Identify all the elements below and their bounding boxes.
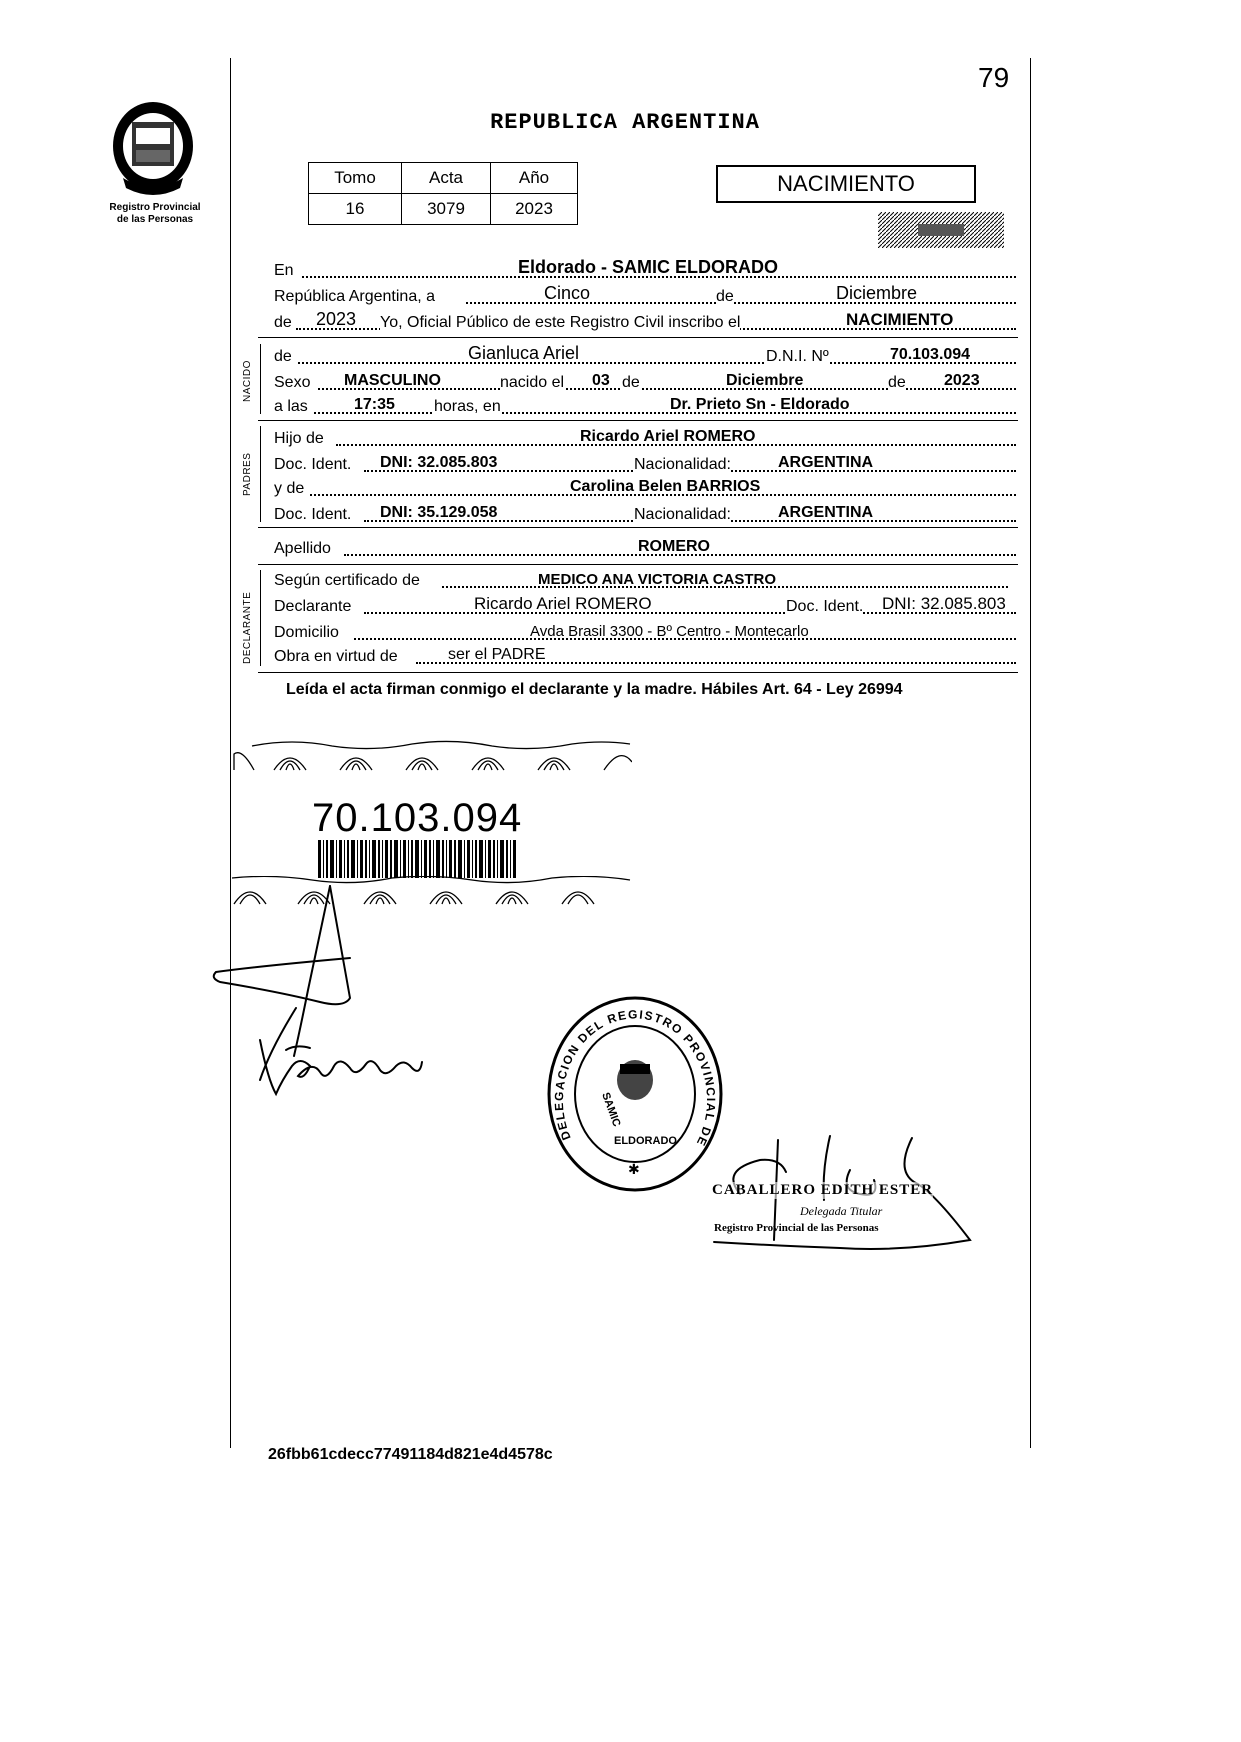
value-dni: 70.103.094 <box>890 346 971 363</box>
stamp-star-icon: ✱ <box>628 1161 640 1177</box>
line-republica <box>274 282 1016 308</box>
side-label-padres: PADRES <box>242 452 253 496</box>
line-domicilio <box>274 618 1016 644</box>
side-label-nacido: NACIDO <box>242 360 253 402</box>
separator <box>258 672 1018 673</box>
nacido-bar <box>260 344 261 414</box>
label-declarante-doc: Doc. Ident. <box>786 598 864 615</box>
label-padre-nac: Nacionalidad: <box>634 456 731 473</box>
left-margin-line <box>230 58 231 1448</box>
line-certificado <box>274 566 1016 592</box>
value-obra: ser el PADRE <box>448 646 546 663</box>
value-sexo: MASCULINO <box>344 372 441 389</box>
acta-table-value-row <box>309 194 578 225</box>
acta-table-header-row <box>309 163 578 194</box>
value-madre-nac: ARGENTINA <box>778 504 874 521</box>
value-birth-place: Dr. Prieto Sn - Eldorado <box>670 396 850 413</box>
value-hora: 17:35 <box>354 396 395 413</box>
value-place: Eldorado - SAMIC ELDORADO <box>518 257 778 277</box>
label-apellido: Apellido <box>274 540 331 557</box>
label-hijo-de: Hijo de <box>274 430 324 447</box>
label-a-las: a las <box>274 398 308 415</box>
label-oficial: Yo, Oficial Público de este Registro Civil inscribo el <box>380 314 741 331</box>
stamp-center-samic: SAMIC <box>599 1090 623 1129</box>
label-declarante: Declarante <box>274 598 352 615</box>
label-de-anio: de <box>888 374 906 391</box>
value-birth-month: Diciembre <box>726 372 804 389</box>
label-republica: República Argentina, a <box>274 288 435 305</box>
value-declarante: Ricardo Ariel ROMERO <box>474 594 652 613</box>
label-certificado: Según certificado de <box>274 572 420 589</box>
value-nombre: Gianluca Ariel <box>468 343 580 363</box>
value-apellido: ROMERO <box>638 538 710 555</box>
value-padre: Ricardo Ariel ROMERO <box>580 428 756 445</box>
line-obra <box>274 642 1016 668</box>
separator <box>258 527 1018 528</box>
seal-caption-line-1: Registro Provincial <box>109 202 201 213</box>
line-declarante <box>274 592 1016 618</box>
line-nombre <box>274 342 1016 368</box>
acta-table <box>308 162 578 225</box>
label-de: de <box>716 288 734 305</box>
value-month: Diciembre <box>836 283 918 303</box>
stamp-center-eldorado: ELDORADO <box>614 1135 677 1147</box>
declarant-signature <box>200 880 440 1110</box>
closing-text: Leída el acta firman conmigo el declarante y la madre. Hábiles Art. 64 - Ley 26994 <box>286 681 903 698</box>
dots <box>314 412 1016 414</box>
label-nacido-el: nacido el <box>500 374 565 391</box>
line-year <box>274 308 1016 334</box>
label-obra: Obra en virtud de <box>274 648 398 665</box>
acta-value-tomo: 16 <box>309 194 402 225</box>
official-name: CABALLERO EDITH ESTER <box>712 1182 934 1198</box>
value-record: NACIMIENTO <box>846 310 954 329</box>
seal-caption-line-2: de las Personas <box>116 214 194 225</box>
official-office: Registro Provincial de las Personas <box>714 1222 879 1234</box>
value-domicilio: Avda Brasil 3300 - Bº Centro - Montecarlo <box>530 623 809 640</box>
value-madre: Carolina Belen BARRIOS <box>570 478 761 495</box>
label-y-de: y de <box>274 480 305 497</box>
label-horas-en: horas, en <box>434 398 501 415</box>
label-de-mes: de <box>622 374 640 391</box>
document-title: REPUBLICA ARGENTINA <box>490 110 760 135</box>
value-certificado: MEDICO ANA VICTORIA CASTRO <box>538 571 777 588</box>
separator <box>258 337 1018 338</box>
label-sexo: Sexo <box>274 374 311 391</box>
separator <box>258 564 1018 565</box>
value-declarante-doc: DNI: 32.085.803 <box>882 594 1006 613</box>
label-madre-nac: Nacionalidad: <box>634 506 731 523</box>
official-role: Delegada Titular <box>800 1204 883 1218</box>
line-padre-doc <box>274 450 1016 476</box>
label-dni: D.N.I. Nº <box>766 348 829 365</box>
stamp-ring-text-path: DELEGACION DEL REGISTRO PROVINCIAL DE <box>551 1007 719 1150</box>
line-hijo-de <box>274 424 1016 450</box>
seal-caption <box>80 202 230 226</box>
side-label-declarante: DECLARANTE <box>242 591 253 664</box>
acta-header-ano: Año <box>491 163 578 194</box>
declarante-bar <box>260 570 261 666</box>
separator <box>258 420 1018 421</box>
line-y-de <box>274 474 1016 500</box>
line-en <box>274 256 1016 282</box>
official-stamp <box>546 994 724 1194</box>
label-en: En <box>274 262 294 279</box>
dni-number-large: 70.103.094 <box>312 796 523 840</box>
security-band-top <box>232 740 632 772</box>
value-birth-day: 03 <box>592 372 610 389</box>
acta-value-ano: 2023 <box>491 194 578 225</box>
value-padre-nac: ARGENTINA <box>778 454 874 471</box>
value-year: 2023 <box>316 309 357 329</box>
label-de-nombre: de <box>274 348 292 365</box>
line-sexo <box>274 368 1016 394</box>
value-madre-dni: DNI: 35.129.058 <box>380 504 498 521</box>
page-number: 79 <box>978 62 1010 93</box>
acta-header-tomo: Tomo <box>309 163 402 194</box>
line-apellido <box>274 534 1016 560</box>
right-margin-line <box>1030 58 1031 1448</box>
record-type-box: NACIMIENTO <box>716 165 976 203</box>
barcode <box>318 840 518 878</box>
value-birth-year: 2023 <box>944 372 980 389</box>
acta-value-acta: 3079 <box>402 194 491 225</box>
acta-header-acta: Acta <box>402 163 491 194</box>
padres-bar <box>260 426 261 522</box>
value-padre-dni: DNI: 32.085.803 <box>380 454 498 471</box>
value-day: Cinco <box>544 283 591 303</box>
document-hash: 26fbb61cdecc77491184d821e4d4578c <box>268 1446 553 1463</box>
label-de-year: de <box>274 314 292 331</box>
label-madre-doc: Doc. Ident. <box>274 506 352 523</box>
label-padre-doc: Doc. Ident. <box>274 456 352 473</box>
label-domicilio: Domicilio <box>274 624 339 641</box>
security-pattern <box>878 212 1004 248</box>
line-hora <box>274 392 1016 418</box>
line-madre-doc <box>274 500 1016 526</box>
